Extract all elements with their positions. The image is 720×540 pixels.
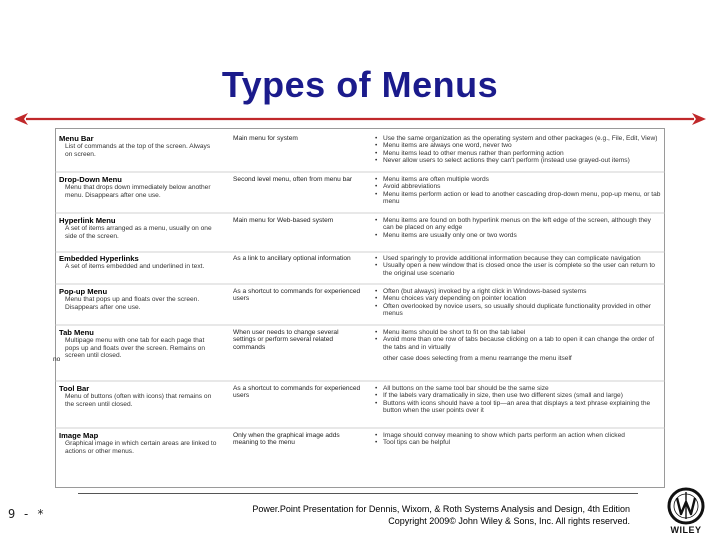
credit-line-2: Copyright 2009© John Wiley & Sons, Inc. All rights reserved. xyxy=(388,516,630,526)
menu-note: • Image should convey meaning to show which parts perform an action when clicked xyxy=(375,432,661,439)
menu-when-cell xyxy=(233,217,361,251)
menu-name-cell xyxy=(59,176,219,212)
menu-when: As a link to ancillary optional information xyxy=(233,255,351,262)
menu-name-cell xyxy=(59,385,219,427)
menu-note: • Menu items lead to other menus rather than performing action xyxy=(375,150,661,157)
menu-when-cell xyxy=(233,329,361,380)
menu-when: Second level menu, often from menu bar xyxy=(233,176,353,183)
menu-when-cell xyxy=(233,385,361,427)
menu-name: Embedded Hyperlinks xyxy=(59,255,139,263)
menu-note: • Menu items are always one word, never two xyxy=(375,142,661,149)
stray-mark-text: no xyxy=(53,356,61,363)
menu-note: • Use the same organization as the operating system and other packages (e.g., File, Edit, View) xyxy=(375,135,661,142)
menu-name-cell xyxy=(59,217,219,251)
menu-when: Main menu for Web-based system xyxy=(233,217,334,224)
menu-description: Menu that pops up and floats over the screen. Disappears after one use. xyxy=(65,296,200,311)
wiley-wordmark: WILEY xyxy=(670,525,702,535)
menu-notes-cell xyxy=(375,288,661,324)
menu-notes-cell xyxy=(375,217,661,251)
menu-note: • Menu items should be short to fit on the tab label xyxy=(375,329,661,336)
menu-when-cell xyxy=(233,288,361,324)
menu-note: • Avoid abbreviations xyxy=(375,183,661,190)
menu-note: • Often (but always) invoked by a right click in Windows-based systems xyxy=(375,288,661,295)
menu-note: • Used sparingly to provide additional information because they can complicate navigation xyxy=(375,255,661,262)
menu-note: • Menu items are often multiple words xyxy=(375,176,661,183)
menu-when-cell xyxy=(233,176,361,212)
title-divider-arrow xyxy=(14,112,706,126)
menu-note: • Never allow users to select actions they can't perform (instead use grayed-out items) xyxy=(375,157,661,164)
menu-note: • Usually open a new window that is closed once the user is complete so the user can return to the original use scenario xyxy=(375,262,661,277)
menu-name-cell xyxy=(59,135,219,171)
menu-notes-cell xyxy=(375,255,661,283)
footer-credit xyxy=(190,503,630,527)
menu-types-table xyxy=(55,128,665,488)
menu-note: • Avoid more than one row of tabs because clicking on a tab to open it can change the order of the tabs and in virtually xyxy=(375,336,661,351)
footer-divider xyxy=(78,493,638,494)
credit-line-1: Power.Point Presentation for Dennis, Wixom, & Roth Systems Analysis and Design, 4th Edition xyxy=(252,504,630,514)
menu-name-cell xyxy=(59,432,219,472)
menu-name: Image Map xyxy=(59,432,99,440)
menu-notes-cell xyxy=(375,385,661,427)
menu-when-cell xyxy=(233,255,361,283)
menu-name: Pop-up Menu xyxy=(59,288,108,296)
slide-number: 9 - * xyxy=(8,507,45,521)
menu-note: • Tool tips can be helpful xyxy=(375,439,661,446)
menu-when: Main menu for system xyxy=(233,135,298,142)
menu-description: Menu that drops down immediately below another menu. Disappears after one use. xyxy=(65,184,211,199)
menu-name: Hyperlink Menu xyxy=(59,217,116,225)
menu-note: • All buttons on the same tool bar should be the same size xyxy=(375,385,661,392)
menu-name-cell xyxy=(59,288,219,324)
menu-note: • Menu choices vary depending on pointer location xyxy=(375,295,661,302)
menu-when: When user needs to change several settings or perform several related commands xyxy=(233,329,339,351)
stray-mark xyxy=(53,356,67,366)
menu-description: A set of items arranged as a menu, usually on one side of the screen. xyxy=(65,225,212,240)
menu-note: • Menu items are found on both hyperlink menus on the left edge of the screen, although they can be placed on any edge xyxy=(375,217,661,232)
menu-note: • Menu items are usually only one or two words xyxy=(375,232,661,239)
menu-when-cell xyxy=(233,135,361,171)
menu-note-continued: other case does selecting from a menu rearrange the menu itself xyxy=(383,355,572,363)
menu-note: • Buttons with icons should have a tool tip—an area that displays a text phrase explaining the button when the user points over it xyxy=(375,400,661,415)
menu-when-cell xyxy=(233,432,361,472)
menu-when: Only when the graphical image adds meaning to the menu xyxy=(233,432,340,447)
menu-notes-cell xyxy=(375,432,661,472)
menu-notes-cell xyxy=(375,176,661,212)
menu-note: • Menu items perform action or lead to another cascading drop-down menu, pop-up menu, or tab menu xyxy=(375,191,661,206)
menu-note: • Often overlooked by novice users, so usually should duplicate functionality provided in other menus xyxy=(375,303,661,318)
menu-notes-cell xyxy=(375,329,661,380)
menu-description: Graphical image in which certain areas are linked to actions or other menus. xyxy=(65,440,217,455)
slide-title: Types of Menus xyxy=(221,64,499,105)
menu-name: Tool Bar xyxy=(59,385,90,393)
menu-when: As a shortcut to commands for experienced users xyxy=(233,385,361,400)
menu-description: A set of items embedded and underlined in text. xyxy=(65,263,205,271)
menu-description: Menu of buttons (often with icons) that remains on the screen until closed. xyxy=(65,393,212,408)
menu-name-cell xyxy=(59,255,219,283)
menu-name: Drop-Down Menu xyxy=(59,176,122,184)
menu-name-cell xyxy=(59,329,219,380)
menu-name: Tab Menu xyxy=(59,329,94,337)
menu-name: Menu Bar xyxy=(59,135,94,143)
menu-notes-cell xyxy=(375,135,661,171)
menu-description: Multipage menu with one tab for each page that pops up and floats over the screen. Remains on screen until closed. xyxy=(65,337,206,360)
menu-description: List of commands at the top of the screen. Always on screen. xyxy=(65,143,211,158)
menu-when: As a shortcut to commands for experienced users xyxy=(233,288,361,303)
menu-note: • If the labels vary dramatically in size, then use two different sizes (small and large) xyxy=(375,392,661,399)
